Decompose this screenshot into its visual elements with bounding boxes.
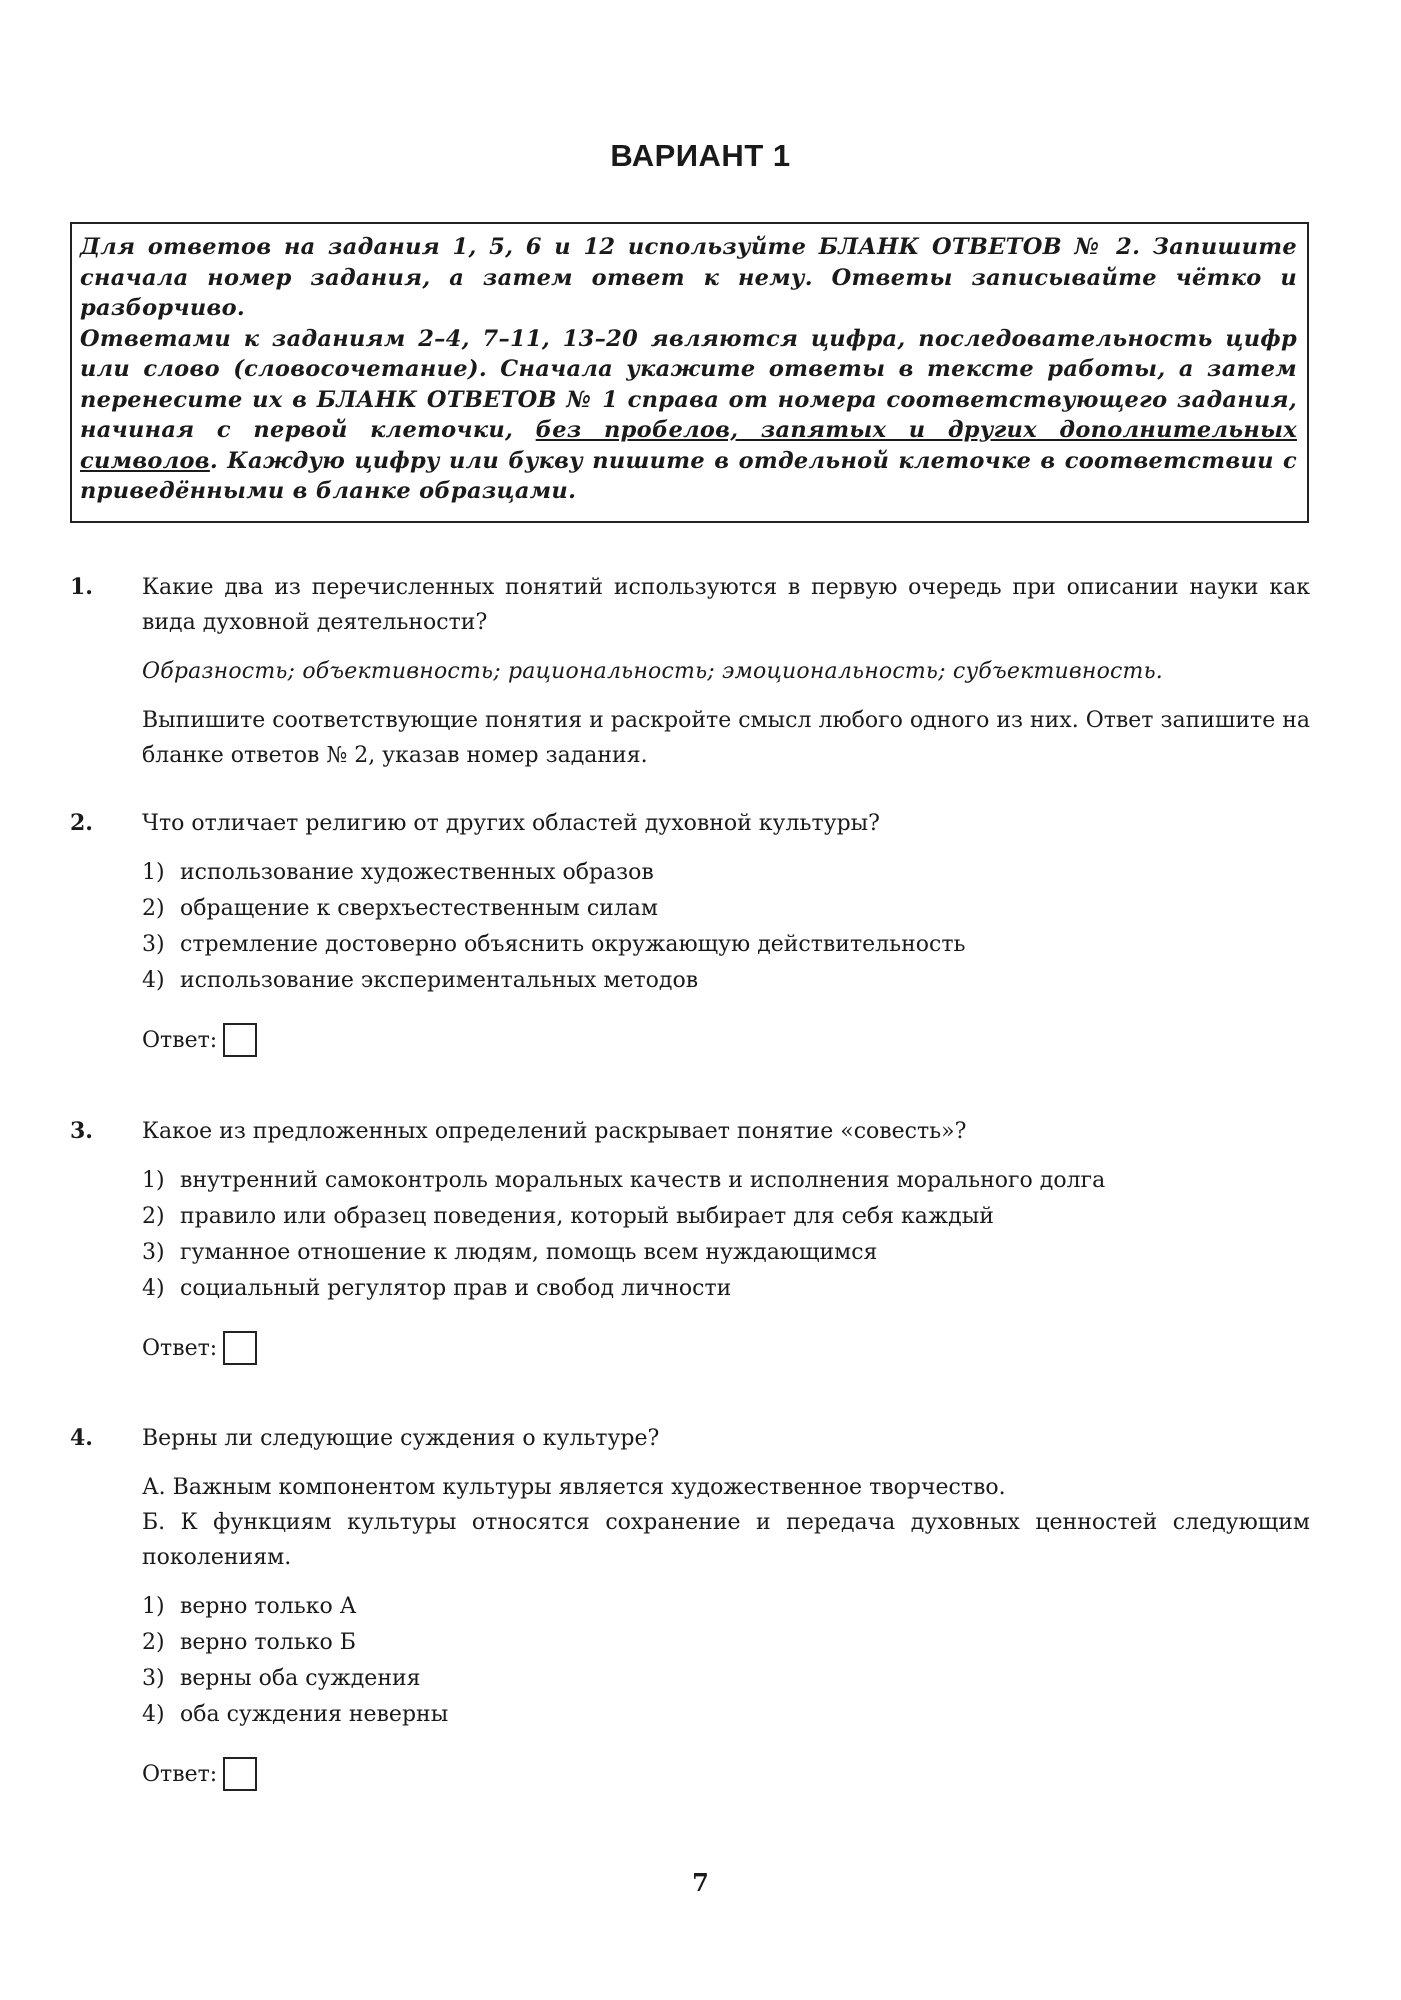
option-text: использование экспериментальных методов	[180, 968, 699, 993]
task-question: Какие два из перечисленных понятий используются в первую очередь при описании науки как вида духовной деятельности?	[142, 575, 1310, 635]
option-text: правило или образец поведения, который выбирает для себя каждый	[180, 1204, 994, 1229]
statement-a: А. Важным компонентом культуры является художественное творчество.	[142, 1475, 1006, 1500]
answer-option-3	[142, 1235, 1310, 1271]
option-text: верно только Б	[180, 1630, 356, 1655]
option-number: 1)	[142, 860, 165, 885]
option-number: 1)	[142, 1594, 165, 1619]
option-text: социальный регулятор прав и свобод личности	[180, 1276, 732, 1301]
task-1	[70, 570, 1315, 773]
option-text: верны оба суждения	[180, 1666, 421, 1691]
task-number: 2.	[70, 810, 93, 836]
instructions-text-end: . Каждую цифру или букву пишите в отдельной клеточке в соответствии с приведёнными в бланке образцами.	[80, 447, 1297, 504]
task-number: 1.	[70, 574, 93, 600]
option-number: 4)	[142, 968, 165, 993]
answer-option-1	[142, 1589, 1310, 1625]
answer-option-3	[142, 1661, 1310, 1697]
answer-row	[142, 1327, 1310, 1369]
answer-option-2	[142, 1199, 1310, 1235]
task-2	[70, 806, 1315, 1061]
option-number: 2)	[142, 896, 165, 921]
option-number: 3)	[142, 1666, 165, 1691]
answer-options	[142, 1163, 1310, 1307]
instructions-paragraph-1: Для ответов на задания 1, 5, 6 и 12 используйте БЛАНК ОТВЕТОВ № 2. Запишите сначала номер задания, а затем ответ к нему. Ответы записывайте чётко и разборчиво.	[80, 234, 1297, 321]
option-text: оба суждения неверны	[180, 1702, 449, 1727]
instructions-box	[70, 222, 1309, 523]
option-text: гуманное отношение к людям, помощь всем нуждающимся	[180, 1240, 878, 1265]
option-number: 4)	[142, 1702, 165, 1727]
answer-row	[142, 1019, 1310, 1061]
answer-row	[142, 1753, 1310, 1795]
task-instruction: Выпишите соответствующие понятия и раскройте смысл любого одного из них. Ответ запишите на бланке ответов № 2, указав номер задания.	[142, 708, 1310, 768]
option-number: 3)	[142, 932, 165, 957]
option-number: 4)	[142, 1276, 165, 1301]
option-text: использование художественных образов	[180, 860, 654, 885]
option-text: стремление достоверно объяснить окружающую действительность	[180, 932, 966, 957]
answer-option-1	[142, 1163, 1310, 1199]
option-number: 1)	[142, 1168, 165, 1193]
option-text: внутренний самоконтроль моральных качеств и исполнения морального долга	[180, 1168, 1106, 1193]
option-text: обращение к сверхъестественным силам	[180, 896, 659, 921]
answer-option-2	[142, 1625, 1310, 1661]
task-4	[70, 1421, 1315, 1795]
task-question: Какое из предложенных определений раскрывает понятие «совесть»?	[142, 1119, 967, 1144]
answer-label: Ответ:	[142, 1335, 218, 1361]
answer-option-4	[142, 1697, 1310, 1733]
variant-title: ВАРИАНТ 1	[610, 138, 791, 173]
answer-label: Ответ:	[142, 1761, 218, 1787]
page-number: 7	[692, 1868, 709, 1897]
answer-label: Ответ:	[142, 1027, 218, 1053]
option-text: верно только А	[180, 1594, 357, 1619]
task-number: 3.	[70, 1118, 93, 1144]
task-question: Верны ли следующие суждения о культуре?	[142, 1426, 660, 1451]
answer-options	[142, 855, 1310, 999]
answer-option-4	[142, 963, 1310, 999]
task-question: Что отличает религию от других областей духовной культуры?	[142, 811, 880, 836]
answer-option-2	[142, 891, 1310, 927]
option-number: 2)	[142, 1204, 165, 1229]
option-number: 2)	[142, 1630, 165, 1655]
option-number: 3)	[142, 1240, 165, 1265]
answer-option-3	[142, 927, 1310, 963]
answer-box[interactable]	[223, 1023, 257, 1057]
answer-option-4	[142, 1271, 1310, 1307]
answer-box[interactable]	[223, 1331, 257, 1365]
answer-options	[142, 1589, 1310, 1733]
task-terms: Образность; объективность; рациональность; эмоциональность; субъективность.	[142, 659, 1163, 684]
instructions-paragraph-2	[80, 324, 1297, 507]
statement-b: Б. К функциям культуры относятся сохранение и передача духовных ценностей следующим поколениям.	[142, 1510, 1310, 1570]
task-number: 4.	[70, 1425, 93, 1451]
answer-box[interactable]	[223, 1757, 257, 1791]
answer-option-1	[142, 855, 1310, 891]
task-3	[70, 1114, 1315, 1369]
instructions-underlined-text: без пробелов, запятых и других дополнительных символов	[80, 417, 1297, 474]
instructions-text-start: Ответами к заданиям 2–4, 7–11, 13–20 являются цифра, последовательность цифр или слово (словосочетание). Сначала укажите ответы в тексте работы, а затем перенесите их в БЛАНК ОТВЕТОВ № 1 справа от номера соответствующего задания, начиная с первой клеточки,	[80, 325, 1297, 443]
